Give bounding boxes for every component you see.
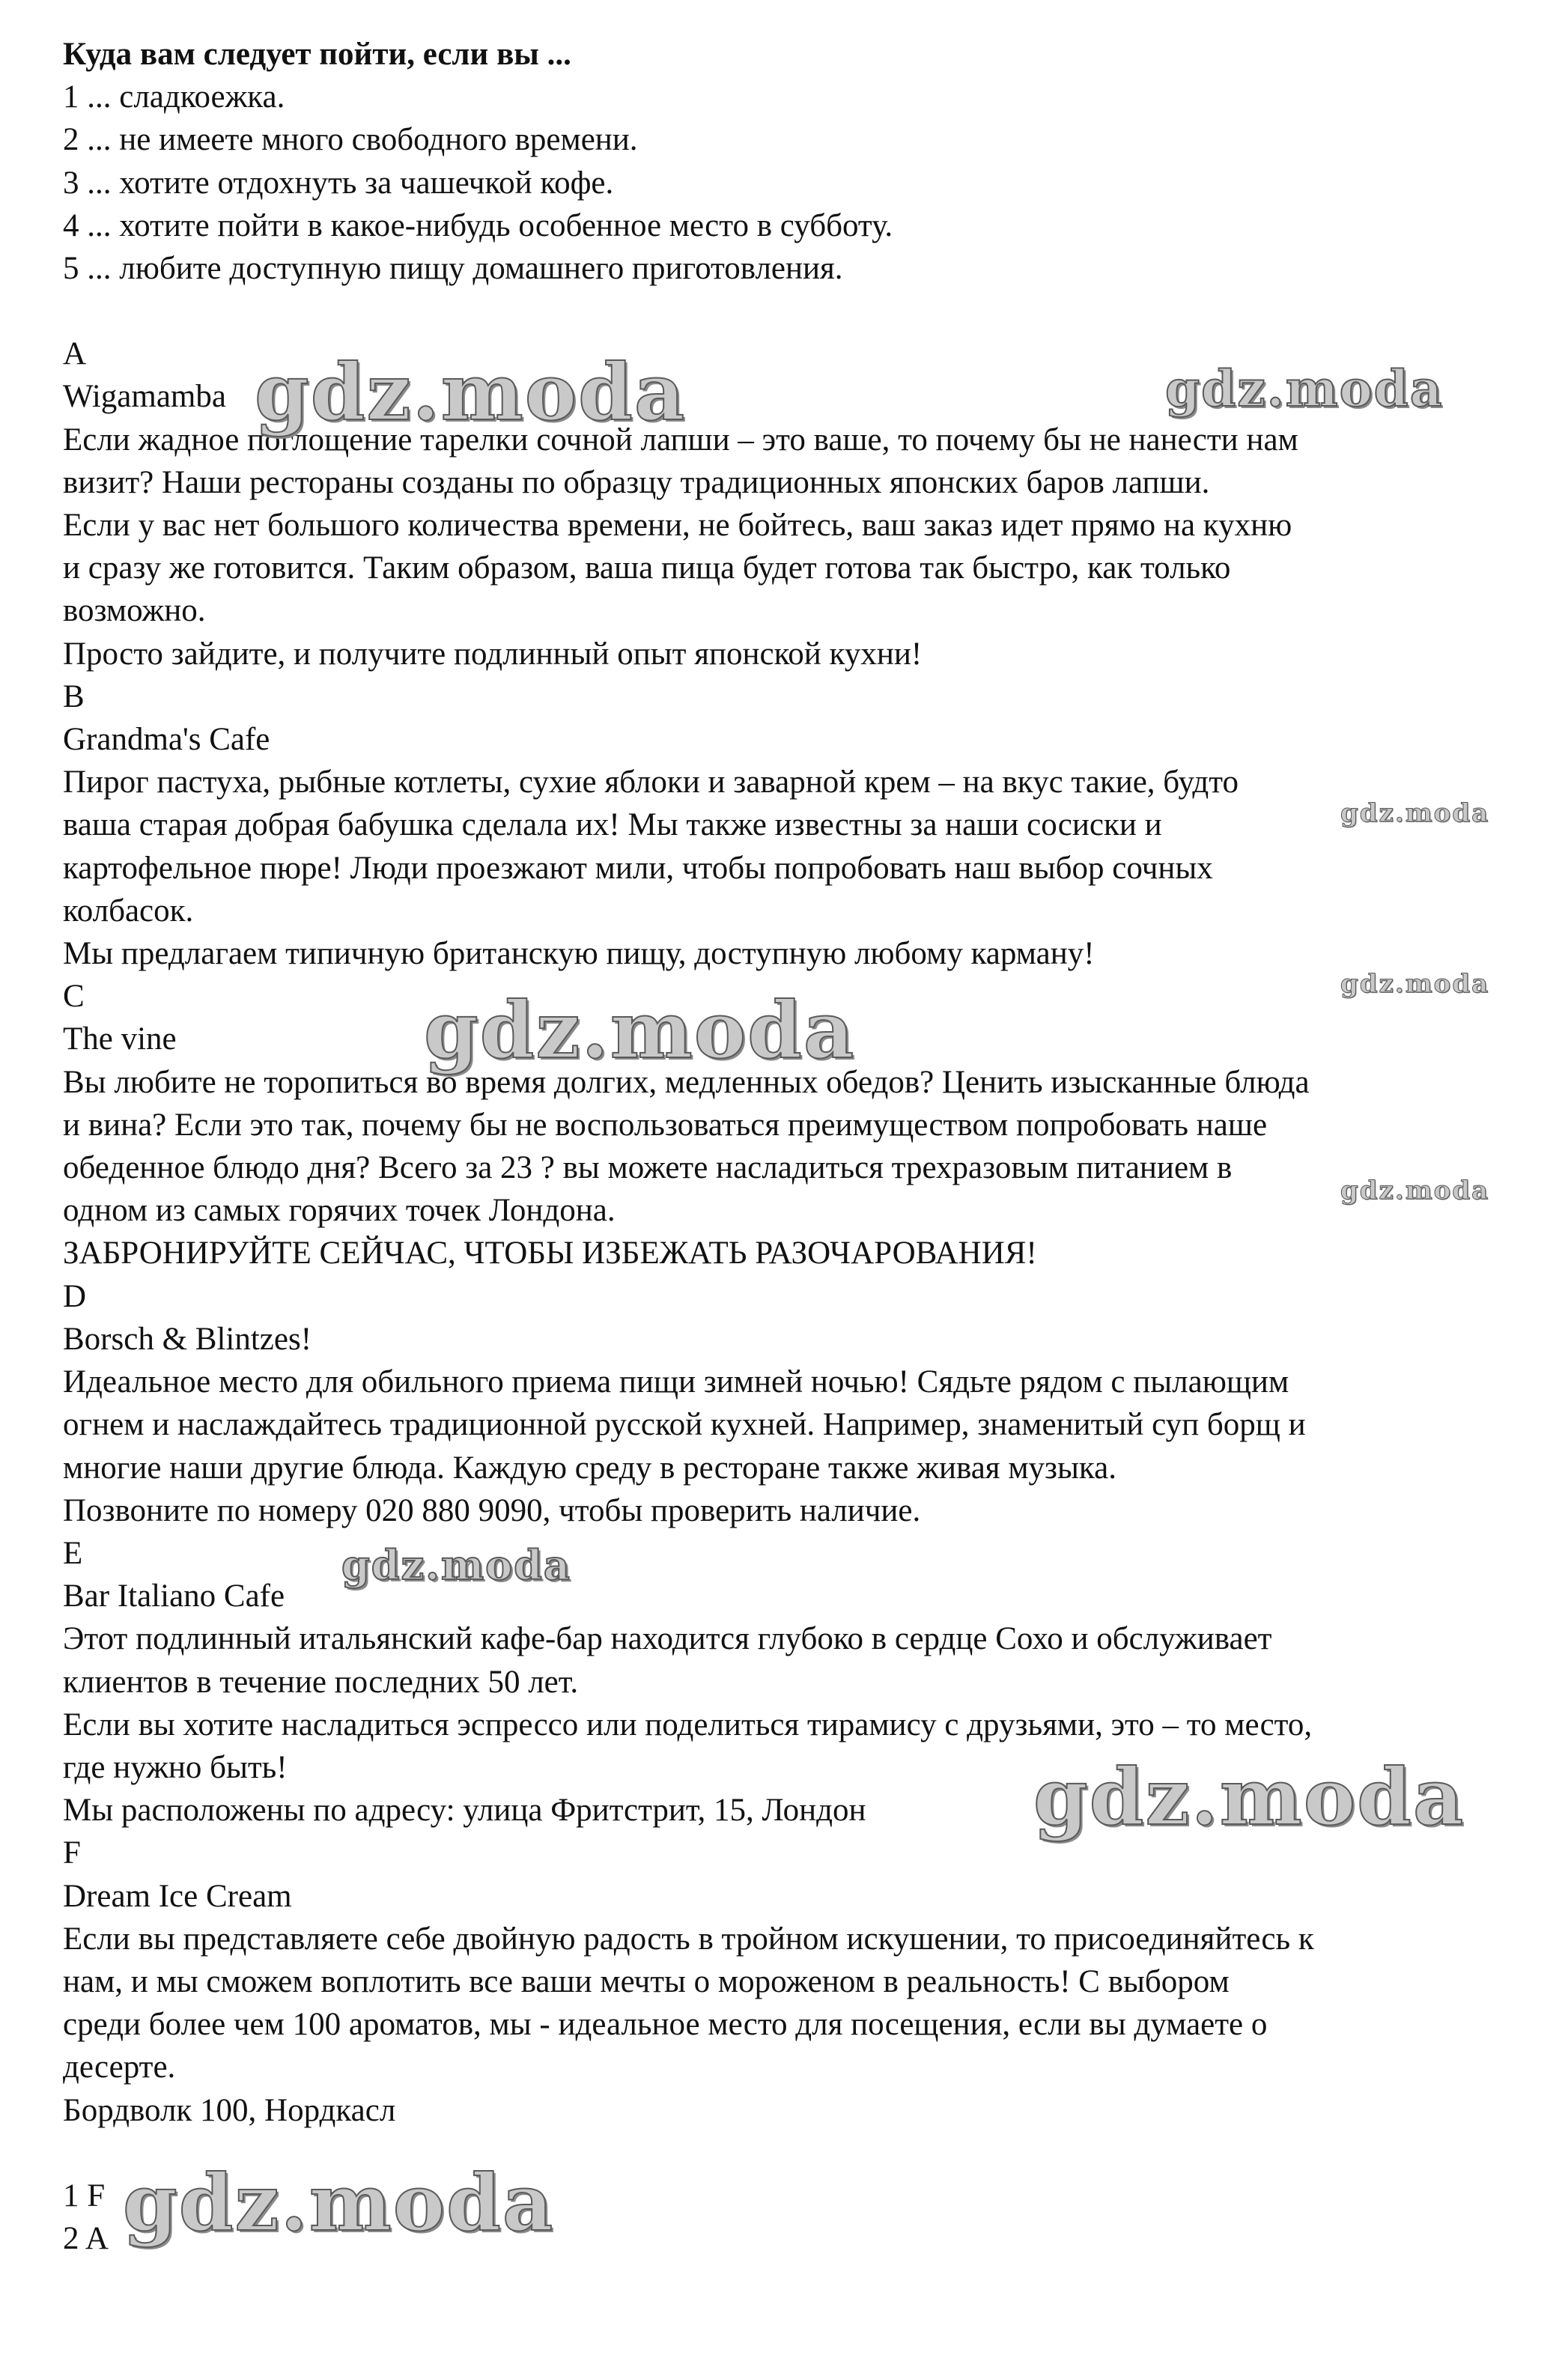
section-a-line: визит? Наши рестораны созданы по образцу традиционных японских баров лапши.: [63, 464, 1210, 500]
section-d-name: Borsch & Blintzes!: [63, 1321, 312, 1357]
section-b-line: колбасок.: [63, 893, 194, 929]
section-a-line: Если у вас нет большого количества времени, не бойтесь, ваш заказ идет прямо на кухню: [63, 508, 1292, 544]
section-f-line: среди более чем 100 ароматов, мы - идеальное место для посещения, если вы думаете о: [63, 2007, 1268, 2043]
section-e-line: клиентов в течение последних 50 лет.: [63, 1664, 579, 1700]
question-4: 4 ... хотите пойти в какое-нибудь особенное место в субботу.: [63, 207, 893, 243]
watermark-logo: gdz.moda: [1033, 1751, 1465, 1843]
section-b-name: Grandma's Cafe: [63, 722, 270, 758]
section-f-name: Dream Ice Cream: [63, 1878, 292, 1914]
section-c-name: The vine: [63, 1021, 177, 1057]
watermark-logo: gdz.moda: [1340, 1176, 1490, 1206]
section-e-line: где нужно быть!: [63, 1749, 288, 1785]
section-d-line: многие наши другие блюда. Каждую среду в ресторане также живая музыка.: [63, 1450, 1116, 1486]
section-a-line: возможно.: [63, 593, 206, 629]
answer-1: 1 F: [63, 2178, 106, 2213]
section-d-letter: D: [63, 1278, 87, 1314]
section-e-line: Мы расположены по адресу: улица Фритстрит, 15, Лондон: [63, 1793, 866, 1829]
section-a-line: Просто зайдите, и получите подлинный опыт японской кухни!: [63, 636, 923, 672]
section-b-line: ваша старая добрая бабушка сделала их! Мы также известны за наши сосиски и: [63, 807, 1162, 843]
section-b-line: картофельное пюре! Люди проезжают мили, чтобы попробовать наш выбор сочных: [63, 850, 1213, 886]
section-d-line: Позвоните по номеру 020 880 9090, чтобы проверить наличие.: [63, 1492, 921, 1528]
watermark-logo: gdz.moda: [341, 1541, 571, 1589]
section-c-line: и вина? Если это так, почему бы не воспользоваться преимуществом попробовать наше: [63, 1107, 1268, 1143]
section-f-letter: F: [63, 1835, 81, 1871]
section-e-letter: E: [63, 1535, 83, 1571]
section-c-line: одном из самых горячих точек Лондона.: [63, 1193, 616, 1229]
task-heading: Куда вам следует пойти, если вы ...: [63, 37, 571, 72]
section-c-line: обеденное блюдо дня? Всего за 23 ? вы можете насладиться трехразовым питанием в: [63, 1150, 1233, 1186]
section-d-line: огнем и наслаждайтесь традиционной русской кухней. Например, знаменитый суп борщ и: [63, 1407, 1306, 1443]
question-5: 5 ... любите доступную пищу домашнего приготовления.: [63, 251, 843, 287]
watermark-logo: gdz.moda: [424, 984, 856, 1076]
watermark-logo: gdz.moda: [1165, 359, 1444, 418]
spacer: [63, 290, 1531, 332]
section-f-line: Если вы представляете себе двойную радость в тройном искушении, то присоединяйтесь к: [63, 1921, 1314, 1957]
question-3: 3 ... хотите отдохнуть за чашечкой кофе.: [63, 165, 614, 201]
section-e-line: Этот подлинный итальянский кафе-бар находится глубоко в сердце Сохо и обслуживает: [63, 1621, 1272, 1657]
section-f-line: Бордволк 100, Нордкасл: [63, 2092, 396, 2128]
watermark-logo: gdz.moda: [1340, 969, 1490, 999]
watermark-logo: gdz.moda: [255, 346, 687, 438]
question-1: 1 ... сладкоежка.: [63, 79, 285, 115]
section-b-line: Пирог пастуха, рыбные котлеты, сухие яблоки и заварной крем – на вкус такие, будто: [63, 765, 1239, 800]
answer-2: 2 A: [63, 2220, 109, 2256]
section-a-letter: A: [63, 336, 87, 372]
section-e-name: Bar Italiano Cafe: [63, 1578, 285, 1614]
watermark-logo: gdz.moda: [1340, 798, 1490, 828]
section-a-line: и сразу же готовится. Таким образом, ваша пища будет готова так быстро, как только: [63, 550, 1231, 586]
section-b-line: Мы предлагаем типичную британскую пищу, доступную любому карману!: [63, 936, 1095, 972]
section-c-line: ЗАБРОНИРУЙТЕ СЕЙЧАС, ЧТОБЫ ИЗБЕЖАТЬ РАЗОЧАРОВАНИЯ!: [63, 1236, 1037, 1271]
section-e-line: Если вы хотите насладиться эспрессо или поделиться тирамису с друзьями, это – то место,: [63, 1707, 1313, 1742]
question-2: 2 ... не имеете много свободного времени.: [63, 122, 638, 158]
section-a-name: Wigamamba: [63, 379, 226, 415]
document-page: [63, 33, 1531, 2260]
spacer: [63, 2132, 1531, 2175]
section-b-letter: B: [63, 678, 85, 714]
section-c-line: Вы любите не торопиться во время долгих, медленных обедов? Ценить изысканные блюда: [63, 1064, 1310, 1100]
section-c-letter: C: [63, 979, 85, 1015]
section-f-line: нам, и мы сможем воплотить все ваши мечты о мороженом в реальность! С выбором: [63, 1963, 1230, 1999]
section-f-line: десерте.: [63, 2050, 176, 2085]
watermark-logo: gdz.moda: [123, 2157, 555, 2249]
section-d-line: Идеальное место для обильного приема пищи зимней ночью! Сядьте рядом с пылающим: [63, 1364, 1289, 1400]
section-a-line: Если жадное поглощение тарелки сочной лапши – это ваше, то почему бы не нанести нам: [63, 422, 1298, 458]
